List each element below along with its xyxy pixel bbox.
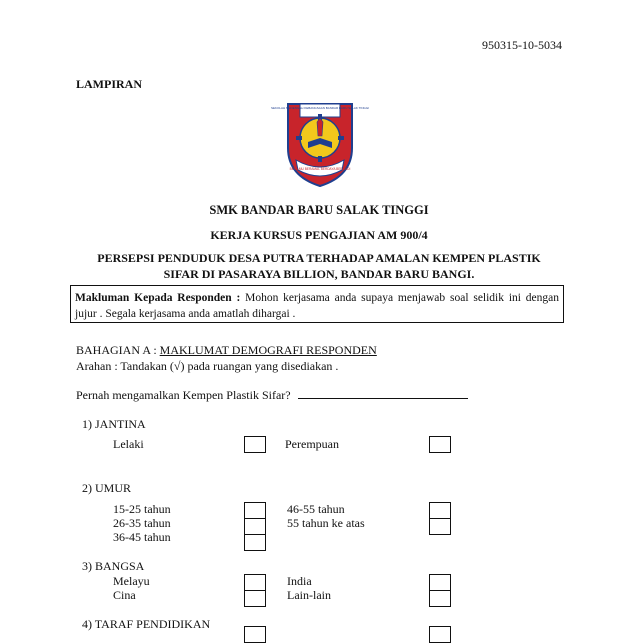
course-title: KERJA KURSUS PENGAJIAN AM 900/4 (210, 228, 428, 242)
section-a-title: MAKLUMAT DEMOGRAFI RESPONDEN (159, 343, 377, 357)
option-lelaki: Lelaki (113, 437, 144, 451)
option-46-55: 46-55 tahun (287, 502, 345, 516)
question-bangsa: 3) BANGSA (82, 559, 145, 573)
respondent-notice-box (70, 285, 564, 323)
question-taraf-pendidikan: 4) TARAF PENDIDIKAN (82, 617, 211, 631)
checkbox-15-25[interactable] (244, 502, 266, 519)
section-a-instruction: Arahan : Tandakan (√) pada ruangan yang disediakan . (76, 359, 339, 373)
checkbox-lain-lain[interactable] (429, 590, 451, 607)
option-55-plus: 55 tahun ke atas (287, 516, 365, 530)
checkbox-pendidikan-2[interactable] (429, 626, 451, 643)
practice-answer-line[interactable] (298, 388, 468, 399)
school-crest-logo (271, 98, 369, 188)
checkbox-melayu[interactable] (244, 574, 266, 591)
notice-label: Makluman Kepada Responden : (75, 292, 241, 304)
school-title: SMK BANDAR BARU SALAK TINGGI (209, 203, 429, 217)
checkbox-india[interactable] (429, 574, 451, 591)
option-melayu: Melayu (113, 574, 150, 588)
option-lain-lain: Lain-lain (287, 588, 331, 602)
option-26-35: 26-35 tahun (113, 516, 171, 530)
checkbox-26-35[interactable] (244, 518, 266, 535)
checkbox-pendidikan-1[interactable] (244, 626, 266, 643)
checkbox-perempuan[interactable] (429, 436, 451, 453)
practice-question: Pernah mengamalkan Kempen Plastik Sifar? (76, 388, 468, 403)
lampiran-heading: LAMPIRAN (76, 77, 142, 91)
question-umur: 2) UMUR (82, 481, 132, 495)
topic-title-line1: PERSEPSI PENDUDUK DESA PUTRA TERHADAP AMALAN KEMPEN PLASTIK (97, 251, 541, 265)
checkbox-cina[interactable] (244, 590, 266, 607)
notice-text: Mohon kerjasama anda supaya menjawab soal selidik ini dengan jujur . Segala kerjasama anda amatlah dihargai . (75, 292, 560, 320)
id-number: 950315-10-5034 (482, 38, 562, 52)
option-15-25: 15-25 tahun (113, 502, 171, 516)
crest-top-text: SEKOLAH MENENGAH KEBANGSAAN BANDAR BARU SALAK TINGGI (271, 106, 369, 110)
question-jantina: 1) JANTINA (82, 417, 146, 431)
topic-title-line2: SIFAR DI PASARAYA BILLION, BANDAR BARU BANGI. (163, 267, 475, 281)
crest-motto: BERILMU BERAMAL BERDAYA BERBUDI (289, 167, 351, 171)
option-cina: Cina (113, 588, 136, 602)
checkbox-lelaki[interactable] (244, 436, 266, 453)
option-perempuan: Perempuan (285, 437, 339, 451)
option-india: India (287, 574, 312, 588)
section-a-heading: BAHAGIAN A : MAKLUMAT DEMOGRAFI RESPONDEN (76, 343, 377, 357)
checkbox-36-45[interactable] (244, 534, 266, 551)
checkbox-46-55[interactable] (429, 502, 451, 519)
option-36-45: 36-45 tahun (113, 530, 171, 544)
checkbox-55-plus[interactable] (429, 518, 451, 535)
